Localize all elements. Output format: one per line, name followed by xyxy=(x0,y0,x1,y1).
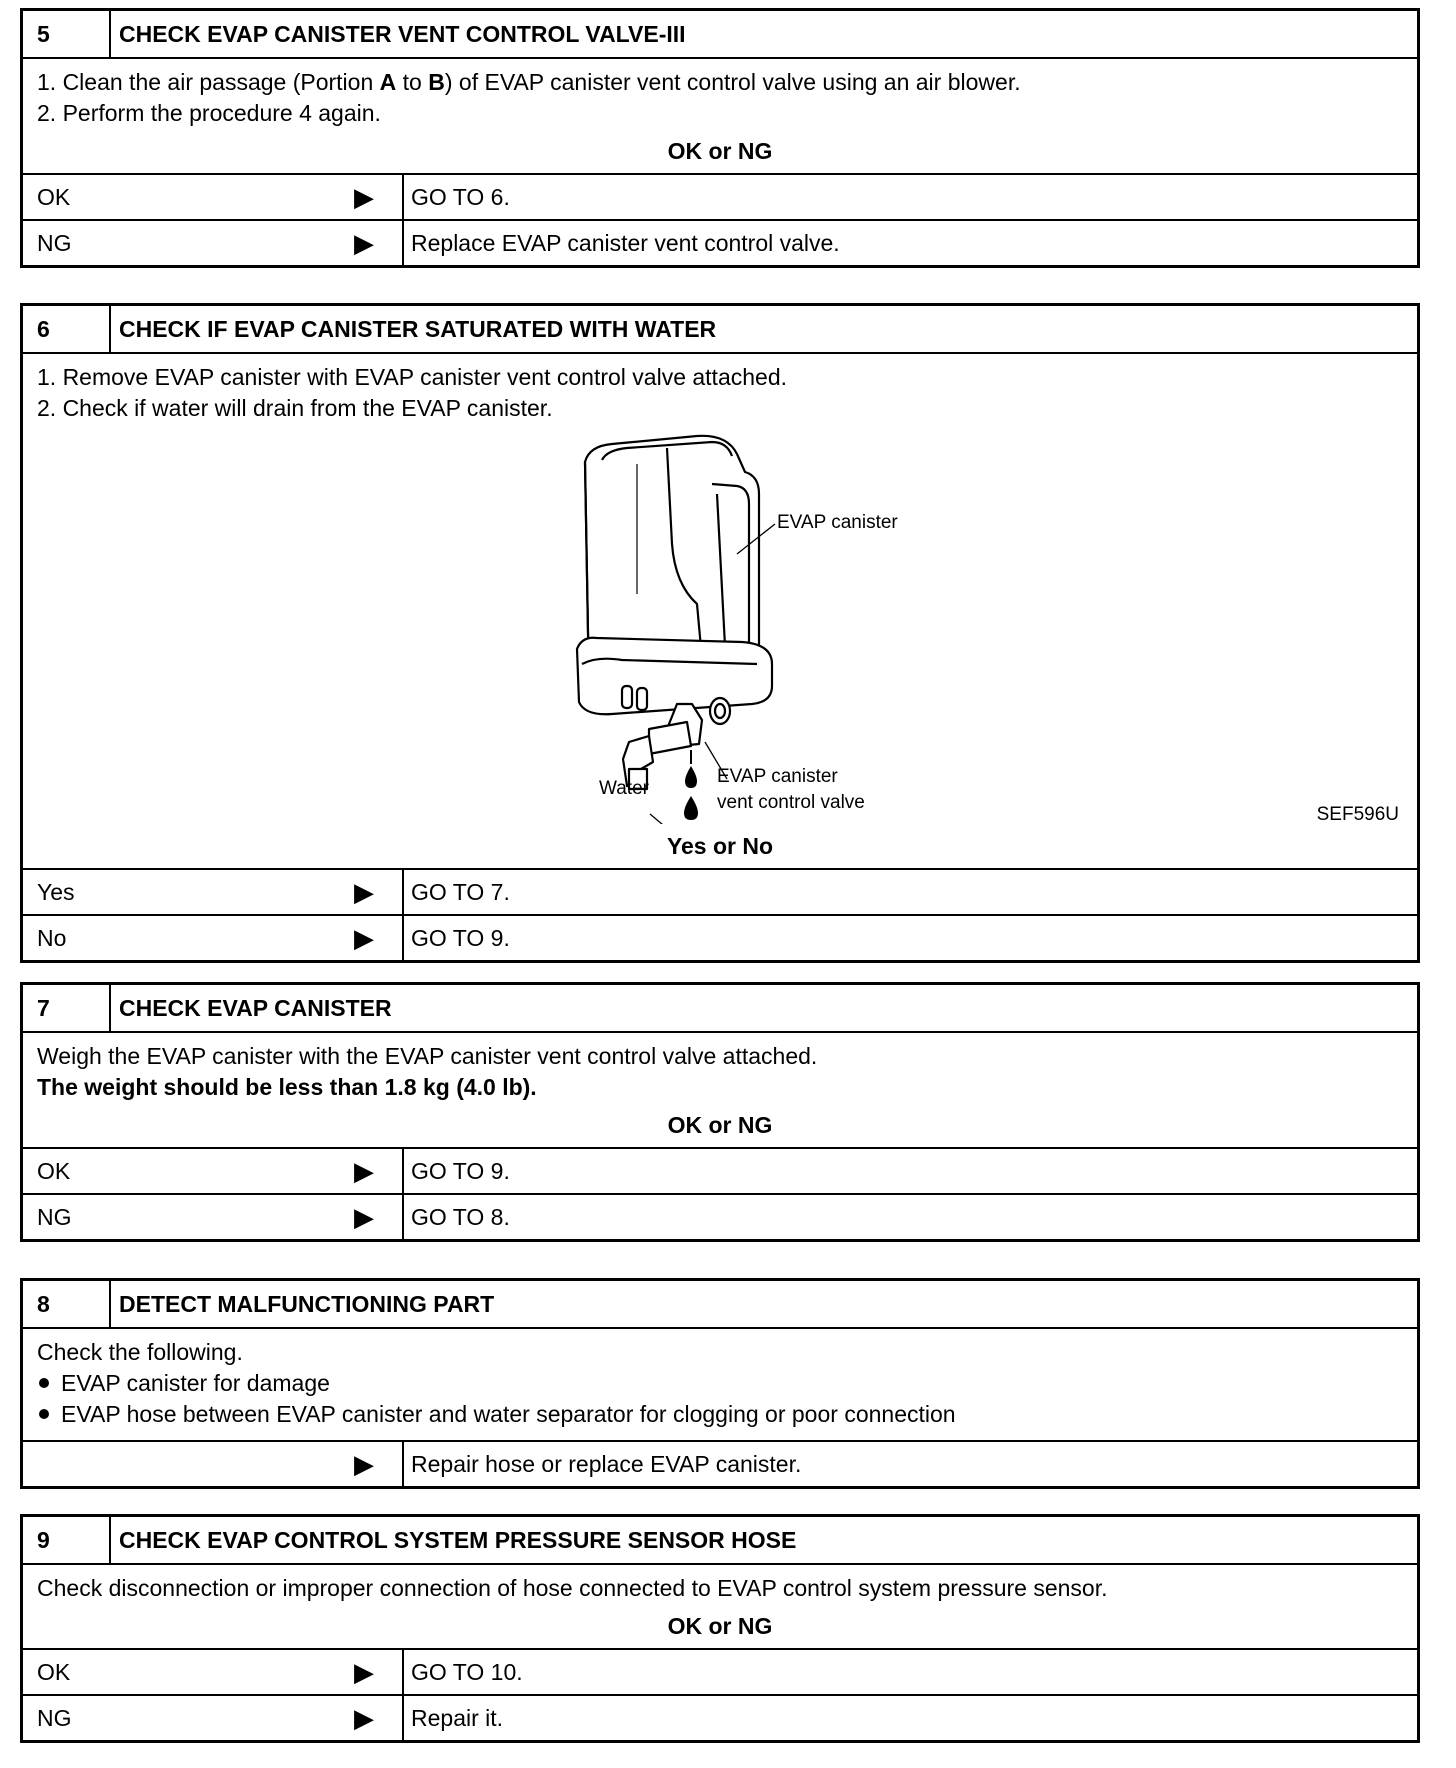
action-text: GO TO 7. xyxy=(411,879,510,905)
step-number: 5 xyxy=(23,11,111,57)
instruction-line-1 xyxy=(37,67,1403,98)
figure-code: SEF596U xyxy=(1316,804,1399,825)
arrow-icon: ▶ xyxy=(354,877,374,907)
result-row xyxy=(23,1147,1417,1193)
step-body xyxy=(23,354,1417,868)
decision-label: OK or NG xyxy=(667,1112,773,1138)
result-cell xyxy=(23,1442,404,1486)
step-title: DETECT MALFUNCTIONING PART xyxy=(119,1291,495,1317)
instruction-line-1: Weigh the EVAP canister with the EVAP canister vent control valve attached. xyxy=(37,1043,818,1069)
text-segment: ) of EVAP canister vent control valve using an air blower. xyxy=(444,69,1021,95)
step-header xyxy=(23,985,1417,1033)
step-number: 6 xyxy=(23,306,111,352)
step-title: CHECK IF EVAP CANISTER SATURATED WITH WATER xyxy=(119,316,717,342)
text-segment: 1. Clean the air passage (Portion xyxy=(37,69,380,95)
arrow-icon: ▶ xyxy=(354,1657,374,1687)
step-body xyxy=(23,59,1417,173)
arrow-icon: ▶ xyxy=(354,1202,374,1232)
result-label: OK xyxy=(37,1659,71,1685)
action-text: Repair it. xyxy=(411,1705,504,1731)
arrow-icon: ▶ xyxy=(354,1449,374,1479)
result-cell xyxy=(23,916,404,960)
result-cell xyxy=(23,175,404,219)
step-5-block xyxy=(20,8,1420,268)
instruction-line-2: 2. Perform the procedure 4 again. xyxy=(37,100,381,126)
decision-label: OK or NG xyxy=(667,1613,773,1639)
bullet-icon xyxy=(39,1378,49,1388)
action-text: GO TO 6. xyxy=(411,184,510,210)
result-label: OK xyxy=(37,1158,71,1184)
step-body xyxy=(23,1565,1417,1648)
result-row xyxy=(23,868,1417,914)
result-label: Yes xyxy=(37,879,75,905)
step-body xyxy=(23,1329,1417,1440)
result-cell xyxy=(23,1149,404,1193)
step-8-block xyxy=(20,1278,1420,1489)
result-row xyxy=(23,914,1417,960)
result-label: No xyxy=(37,925,67,951)
action-text: GO TO 10. xyxy=(411,1659,523,1685)
arrow-icon: ▶ xyxy=(354,228,374,258)
instruction-line-1: 1. Remove EVAP canister with EVAP canister vent control valve attached. xyxy=(37,364,788,390)
arrow-icon: ▶ xyxy=(354,1703,374,1733)
result-cell xyxy=(23,221,404,265)
instruction-line-1: Check disconnection or improper connection of hose connected to EVAP control system pressure sensor. xyxy=(37,1575,1108,1601)
result-cell xyxy=(23,870,404,914)
result-label: NG xyxy=(37,1204,72,1230)
step-title: CHECK EVAP CANISTER VENT CONTROL VALVE-III xyxy=(119,21,686,47)
action-text: GO TO 8. xyxy=(411,1204,510,1230)
action-text: Replace EVAP canister vent control valve. xyxy=(411,230,840,256)
label-evap-canister: EVAP canister xyxy=(777,512,898,533)
portion-a-label: A xyxy=(379,69,397,95)
result-label: OK xyxy=(37,184,71,210)
step-header xyxy=(23,1517,1417,1565)
label-valve-2: vent control valve xyxy=(717,792,865,813)
bullet-text: EVAP hose between EVAP canister and water separator for clogging or poor connection xyxy=(61,1401,956,1427)
bullet-icon xyxy=(39,1409,49,1419)
portion-b-label: B xyxy=(428,69,445,95)
step-6-block xyxy=(20,303,1420,963)
step-header xyxy=(23,11,1417,59)
step-number: 8 xyxy=(23,1281,111,1327)
arrow-icon: ▶ xyxy=(354,182,374,212)
label-valve-1: EVAP canister xyxy=(717,766,838,787)
step-header xyxy=(23,1281,1417,1329)
arrow-icon: ▶ xyxy=(354,923,374,953)
evap-canister-illustration xyxy=(37,424,1407,824)
result-row xyxy=(23,1440,1417,1486)
bullet-item xyxy=(37,1399,1403,1430)
step-header xyxy=(23,306,1417,354)
step-number: 7 xyxy=(23,985,111,1031)
decision-label: Yes or No xyxy=(666,833,774,859)
bullet-text: EVAP canister for damage xyxy=(61,1370,330,1396)
result-cell xyxy=(23,1696,404,1740)
step-7-block xyxy=(20,982,1420,1242)
step-title: CHECK EVAP CONTROL SYSTEM PRESSURE SENSOR HOSE xyxy=(119,1527,797,1553)
weight-spec: The weight should be less than 1.8 kg (4.0 lb). xyxy=(37,1074,537,1100)
instruction-line-1: Check the following. xyxy=(37,1339,243,1365)
result-row xyxy=(23,1694,1417,1740)
result-row xyxy=(23,1193,1417,1239)
bullet-item xyxy=(37,1368,1403,1399)
decision-label: OK or NG xyxy=(667,138,773,164)
result-cell xyxy=(23,1650,404,1694)
result-cell xyxy=(23,1195,404,1239)
result-label: NG xyxy=(37,1705,72,1731)
step-number: 9 xyxy=(23,1517,111,1563)
arrow-icon: ▶ xyxy=(354,1156,374,1186)
result-row xyxy=(23,173,1417,219)
step-body xyxy=(23,1033,1417,1147)
action-text: GO TO 9. xyxy=(411,925,510,951)
step-title: CHECK EVAP CANISTER xyxy=(119,995,392,1021)
text-segment: to xyxy=(396,69,429,95)
step-9-block xyxy=(20,1514,1420,1743)
result-row xyxy=(23,1648,1417,1694)
label-water: Water xyxy=(599,778,649,799)
canister-figure xyxy=(37,424,1403,824)
result-label: NG xyxy=(37,230,72,256)
instruction-line-2: 2. Check if water will drain from the EVAP canister. xyxy=(37,395,553,421)
action-text: GO TO 9. xyxy=(411,1158,510,1184)
result-row xyxy=(23,219,1417,265)
action-text: Repair hose or replace EVAP canister. xyxy=(411,1451,802,1477)
